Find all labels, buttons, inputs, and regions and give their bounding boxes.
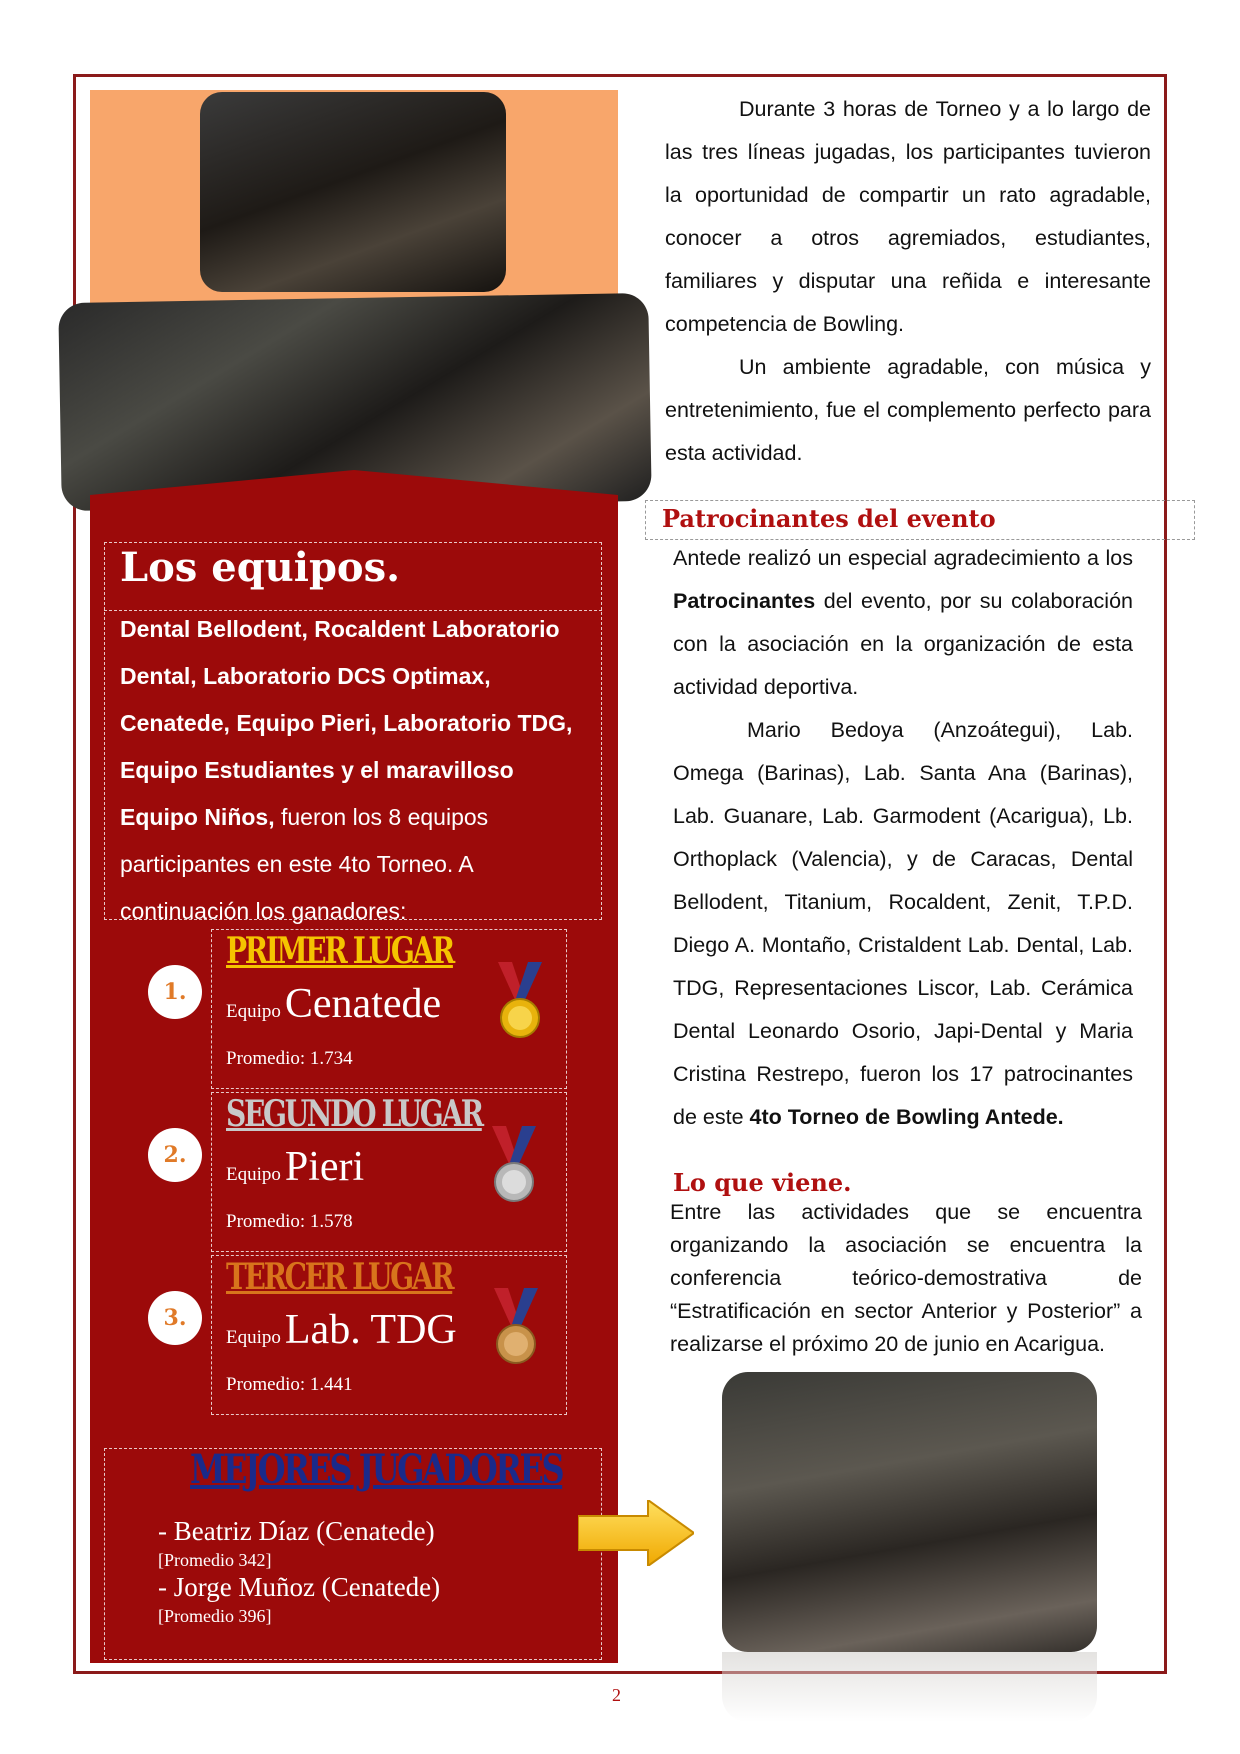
arrow-right-icon xyxy=(578,1500,694,1566)
next-heading: Lo que viene. xyxy=(673,1168,852,1197)
sponsors-heading: Patrocinantes del evento xyxy=(662,504,996,533)
sponsors-text xyxy=(673,537,1133,1139)
team-prefix: Equipo xyxy=(226,1327,281,1348)
best-players-title: MEJORES JUGADORES xyxy=(190,1446,563,1493)
second-place-title: SEGUNDO LUGAR xyxy=(226,1093,482,1135)
best-player-1-average: [Promedio 342] xyxy=(158,1550,272,1570)
team-prefix: Equipo xyxy=(226,1164,281,1185)
intro-paragraph-2: Un ambiente agradable, con música y entretenimiento, fue el complemento perfecto para esta actividad. xyxy=(665,355,1151,465)
next-paragraph: Entre las actividades que se encuentra organizando la asociación se encuentra la conferencia teórico-demostrativa de “Estratificación en sector Anterior y Posterior” a realizarse el próximo 20 de junio en Acarigua. xyxy=(670,1200,1142,1356)
silver-medal-icon xyxy=(486,1126,542,1206)
first-place-title: PRIMER LUGAR xyxy=(226,930,453,972)
team-name: Pieri xyxy=(284,1144,365,1190)
next-text xyxy=(670,1196,1142,1361)
sponsors-p1-text: Antede realizó un especial agradecimiento a los xyxy=(673,546,1133,570)
winners-photo-reflection xyxy=(722,1652,1097,1722)
first-place-number: 1. xyxy=(148,965,202,1019)
sponsors-p2-text: Mario Bedoya (Anzoátegui), Lab. Omega (Barinas), Lab. Santa Ana (Barinas), Lab. Guanare, Lab. Garmodent (Acarigua), Lb. Orthoplack (Valencia), y de Caracas, Dental Bellodent, Titanium, Rocaldent, Zenit, T.P.D. Diego A. Montaño, Cristaldent Lab. Dental, Lab. TDG, Representaciones Liscor, Lab. Cerámica Dental Leonardo Osorio, Japi-Dental y Maria Cristina Restrepo, fueron los 17 patrocinantes de este xyxy=(673,718,1133,1129)
third-place-average: Promedio: 1.441 xyxy=(226,1374,353,1395)
bronze-medal-icon xyxy=(488,1288,544,1368)
intro-text xyxy=(665,88,1151,475)
intro-paragraph-1: Durante 3 horas de Torneo y a lo largo de las tres líneas jugadas, los participantes tuvieron la oportunidad de compartir un rato agradable, conocer a otros agremiados, estudiantes, familiares y disputar una reñida e interesante competencia de Bowling. xyxy=(665,97,1151,336)
second-place-average: Promedio: 1.578 xyxy=(226,1211,353,1232)
best-player-1: - Beatriz Díaz (Cenatede) xyxy=(158,1516,435,1546)
third-place-number: 3. xyxy=(148,1291,202,1345)
third-place-title: TERCER LUGAR xyxy=(226,1256,453,1298)
teams-text-bold: Dental Bellodent, Rocaldent Laboratorio Dental, Laboratorio DCS Optimax, Cenatede, Equipo Pieri, Laboratorio TDG, Equipo Estudiantes y el maravilloso Equipo Niños, xyxy=(120,616,573,830)
sponsors-p2-bold: 4to Torneo de Bowling Antede. xyxy=(749,1105,1064,1129)
gold-medal-icon xyxy=(492,962,548,1042)
team-photo-top xyxy=(200,92,506,292)
best-player-2: - Jorge Muñoz (Cenatede) xyxy=(158,1572,441,1602)
team-name: Lab. TDG xyxy=(284,1307,457,1353)
first-place-team xyxy=(226,980,441,1028)
team-name: Cenatede xyxy=(284,981,442,1027)
sponsors-p1-text-end: del evento, por su colaboración con la asociación en la organización de esta actividad deportiva. xyxy=(673,589,1133,699)
page-number: 2 xyxy=(612,1685,621,1705)
third-place-team xyxy=(226,1306,457,1354)
teams-text-normal: fueron los 8 equipos participantes en este 4to Torneo. A continuación los ganadores: xyxy=(120,804,489,924)
sponsors-paragraph-1 xyxy=(673,537,1133,709)
team-prefix: Equipo xyxy=(226,1001,281,1022)
winners-photo xyxy=(722,1372,1097,1652)
teams-title: Los equipos. xyxy=(120,544,401,591)
sponsors-paragraph-2 xyxy=(673,709,1133,1139)
best-player-2-average: [Promedio 396] xyxy=(158,1606,272,1626)
second-place-number: 2. xyxy=(148,1128,202,1182)
second-place-team xyxy=(226,1143,364,1191)
teams-text xyxy=(120,606,590,935)
sponsors-p1-bold: Patrocinantes xyxy=(673,589,816,613)
panel-chevron xyxy=(90,470,618,530)
first-place-average: Promedio: 1.734 xyxy=(226,1048,353,1069)
